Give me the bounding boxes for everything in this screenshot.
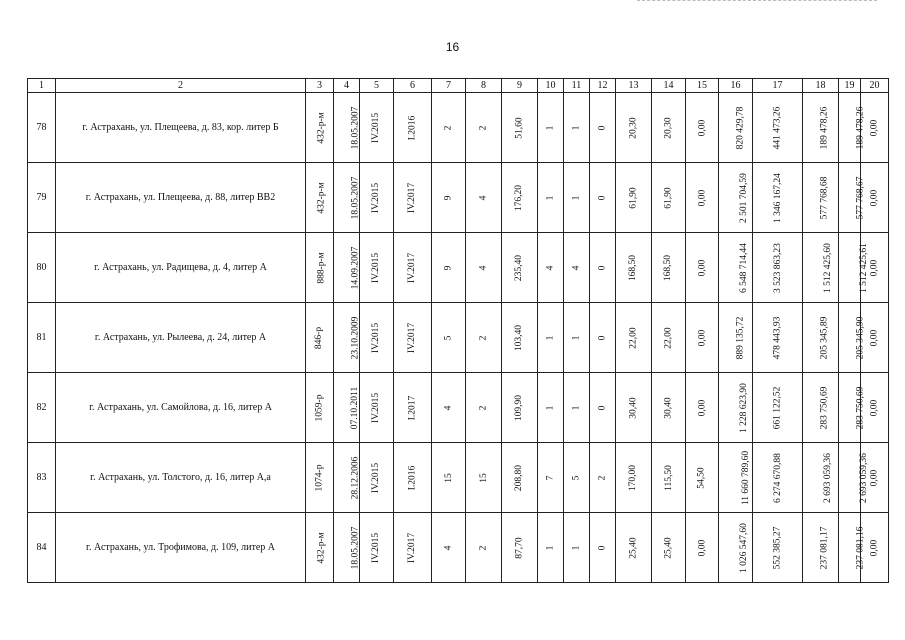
cell-text: IV.2015 <box>371 322 382 354</box>
cell-col-9 <box>502 373 538 443</box>
cell-col-11 <box>564 513 590 583</box>
cell-col-4 <box>334 373 360 443</box>
cell-text: 168,50 <box>628 254 639 282</box>
cell-text: 0,00 <box>869 399 880 417</box>
cell-text: 25,40 <box>663 537 674 559</box>
cell-col-3 <box>306 233 334 303</box>
column-header-11: 11 <box>564 79 590 93</box>
cell-col-19 <box>839 513 866 583</box>
cell-text: IV.2017 <box>407 532 418 564</box>
cell-col-16 <box>719 513 753 583</box>
cell-col-2: г. Астрахань, ул. Плещеева, д. 83, кор. литер Б <box>56 93 306 163</box>
cell-text: 205 345,90 <box>855 316 866 360</box>
cell-text: IV.2015 <box>371 182 382 214</box>
column-header-5: 5 <box>360 79 394 93</box>
cell-text: 87,70 <box>514 537 525 559</box>
column-header-15: 15 <box>686 79 719 93</box>
cell-text: 4 <box>478 195 489 201</box>
table-body <box>28 93 889 583</box>
cell-text: IV.2015 <box>371 532 382 564</box>
column-header-10: 10 <box>538 79 564 93</box>
cell-text: 2 501 704,59 <box>738 173 749 223</box>
table-row <box>28 373 889 443</box>
column-header-13: 13 <box>616 79 652 93</box>
cell-text: 115,50 <box>663 465 674 491</box>
cell-col-4 <box>334 93 360 163</box>
column-header-18: 18 <box>803 79 839 93</box>
cell-text: 0,00 <box>697 189 707 207</box>
cell-col-14 <box>652 443 686 513</box>
cell-text: 205 345,89 <box>819 316 830 360</box>
cell-text: 1 <box>571 405 582 411</box>
cell-col-6 <box>394 443 432 513</box>
cell-col-19 <box>839 233 869 303</box>
cell-text: 4 <box>478 265 489 271</box>
cell-col-7 <box>432 233 466 303</box>
cell-text: 2 <box>443 125 454 131</box>
cell-col-12 <box>590 303 616 373</box>
cell-text: 103,40 <box>514 324 525 352</box>
table-row <box>28 93 889 163</box>
cell-text: 0,00 <box>697 259 707 277</box>
cell-text: 432-р-м <box>316 182 327 214</box>
cell-text: 6 548 714,44 <box>738 243 749 293</box>
cell-col-19 <box>839 93 866 163</box>
cell-text: 30,40 <box>663 397 674 419</box>
cell-col-18 <box>803 373 839 443</box>
cell-text: 441 473,26 <box>772 106 783 150</box>
cell-text: IV.2015 <box>371 112 382 144</box>
cell-text: 4 <box>443 545 454 551</box>
cell-col-7 <box>432 373 466 443</box>
cell-col-15 <box>686 513 719 583</box>
cell-col-16 <box>719 373 753 443</box>
cell-col-4 <box>334 233 360 303</box>
cell-text: 1 <box>545 335 556 341</box>
cell-col-9 <box>502 443 538 513</box>
cell-text: 2 <box>478 125 489 131</box>
cell-col-13 <box>616 373 652 443</box>
cell-col-17 <box>753 443 803 513</box>
cell-col-17 <box>753 163 803 233</box>
cell-col-19 <box>839 443 869 513</box>
cell-col-19 <box>839 303 866 373</box>
cell-col-7 <box>432 303 466 373</box>
cell-text: I.2017 <box>407 395 418 421</box>
column-header-2: 2 <box>56 79 306 93</box>
cell-text: 30,40 <box>628 397 639 419</box>
scan-artifact-line <box>637 0 877 5</box>
cell-col-5 <box>360 93 394 163</box>
cell-col-13 <box>616 513 652 583</box>
cell-text: 0,00 <box>869 539 880 557</box>
cell-text: 54,50 <box>697 467 707 489</box>
cell-text: 820 429,78 <box>735 106 746 150</box>
cell-col-2: г. Астрахань, ул. Радищева, д. 4, литер А <box>56 233 306 303</box>
cell-text: 22,00 <box>663 327 674 349</box>
cell-text: 189 478,26 <box>819 106 830 150</box>
cell-col-8 <box>466 93 502 163</box>
cell-col-12 <box>590 163 616 233</box>
cell-text: 07.10.2011 <box>350 386 361 430</box>
cell-text: 109,90 <box>514 394 525 422</box>
page-number: 16 <box>445 40 460 54</box>
cell-col-16 <box>719 163 753 233</box>
cell-text: 189 478,26 <box>855 106 866 150</box>
cell-text: 0,00 <box>869 259 880 277</box>
cell-text: 0 <box>597 265 608 271</box>
cell-text: 0,00 <box>697 119 707 137</box>
cell-text: 9 <box>443 265 454 271</box>
cell-col-12 <box>590 513 616 583</box>
cell-text: IV.2015 <box>371 392 382 424</box>
cell-text: 577 768,68 <box>819 176 830 220</box>
cell-col-8 <box>466 443 502 513</box>
cell-col-16 <box>719 443 753 513</box>
cell-col-15 <box>686 373 719 443</box>
cell-col-8 <box>466 373 502 443</box>
cell-col-2: г. Астрахань, ул. Плещеева, д. 88, литер ВВ2 <box>56 163 306 233</box>
cell-col-1: 83 <box>28 443 56 513</box>
cell-text: 11 660 789,60 <box>741 450 752 506</box>
cell-text: 0,00 <box>697 329 707 347</box>
cell-text: 1 346 167,24 <box>772 173 783 223</box>
cell-text: 51,60 <box>514 117 525 139</box>
cell-col-17 <box>753 513 803 583</box>
cell-col-18 <box>803 513 839 583</box>
cell-text: 1 228 623,90 <box>738 383 749 433</box>
column-header-17: 17 <box>753 79 803 93</box>
cell-col-3 <box>306 163 334 233</box>
cell-text: 4 <box>443 405 454 411</box>
cell-col-6 <box>394 513 432 583</box>
cell-text: 577 768,67 <box>855 176 866 220</box>
cell-text: 28.12.2006 <box>350 456 361 500</box>
cell-text: 15 <box>443 473 454 483</box>
cell-col-18 <box>803 163 839 233</box>
cell-text: I.2016 <box>407 115 418 141</box>
cell-text: 0 <box>597 125 608 131</box>
cell-col-1: 80 <box>28 233 56 303</box>
cell-col-5 <box>360 443 394 513</box>
cell-col-12 <box>590 443 616 513</box>
cell-col-6 <box>394 373 432 443</box>
column-header-6: 6 <box>394 79 432 93</box>
cell-text: 0,00 <box>697 399 707 417</box>
cell-text: 0 <box>597 405 608 411</box>
cell-text: 5 <box>443 335 454 341</box>
cell-text: 176,20 <box>514 184 525 212</box>
cell-col-4 <box>334 163 360 233</box>
cell-text: 1074-р <box>314 464 325 492</box>
column-header-20: 20 <box>861 79 889 93</box>
cell-text: 478 443,93 <box>772 316 783 360</box>
column-header-7: 7 <box>432 79 466 93</box>
column-header-8: 8 <box>466 79 502 93</box>
cell-text: 0 <box>597 335 608 341</box>
cell-text: 1 <box>571 125 582 131</box>
cell-text: 888-р-м <box>316 252 327 284</box>
cell-col-13 <box>616 443 652 513</box>
cell-col-19 <box>839 163 866 233</box>
cell-col-14 <box>652 513 686 583</box>
cell-text: 2 693 059,36 <box>858 453 869 503</box>
cell-text: 0 <box>597 195 608 201</box>
cell-col-14 <box>652 303 686 373</box>
cell-col-6 <box>394 163 432 233</box>
cell-col-10 <box>538 93 564 163</box>
column-header-12: 12 <box>590 79 616 93</box>
cell-text: 23.10.2009 <box>350 316 361 360</box>
cell-text: 5 <box>571 475 582 481</box>
cell-col-5 <box>360 233 394 303</box>
cell-col-6 <box>394 303 432 373</box>
cell-text: IV.2015 <box>371 462 382 494</box>
cell-col-6 <box>394 233 432 303</box>
cell-text: 237 081,17 <box>819 526 830 570</box>
cell-col-2: г. Астрахань, ул. Самойлова, д. 16, литер А <box>56 373 306 443</box>
cell-col-10 <box>538 233 564 303</box>
cell-col-10 <box>538 373 564 443</box>
cell-text: 4 <box>545 265 556 271</box>
cell-col-17 <box>753 373 803 443</box>
cell-text: 552 385,27 <box>772 526 783 570</box>
cell-col-1: 84 <box>28 513 56 583</box>
column-header-9: 9 <box>502 79 538 93</box>
cell-col-1: 78 <box>28 93 56 163</box>
cell-col-11 <box>564 443 590 513</box>
table-row <box>28 233 889 303</box>
cell-col-11 <box>564 373 590 443</box>
cell-text: 22,00 <box>628 327 639 349</box>
cell-col-17 <box>753 93 803 163</box>
cell-text: 0,00 <box>869 469 880 487</box>
cell-text: 18.05.2007 <box>350 176 361 220</box>
cell-text: 25,40 <box>628 537 639 559</box>
cell-col-12 <box>590 233 616 303</box>
cell-col-7 <box>432 163 466 233</box>
cell-col-7 <box>432 93 466 163</box>
cell-col-5 <box>360 373 394 443</box>
cell-text: 283 750,69 <box>819 386 830 430</box>
cell-text: IV.2015 <box>371 252 382 284</box>
cell-col-3 <box>306 443 334 513</box>
cell-text: 7 <box>545 475 556 481</box>
cell-col-8 <box>466 233 502 303</box>
cell-text: IV.2017 <box>407 322 418 354</box>
table-row <box>28 443 889 513</box>
cell-text: 1 <box>545 405 556 411</box>
cell-col-18 <box>803 93 839 163</box>
cell-text: 3 523 863,23 <box>772 243 783 293</box>
cell-col-7 <box>432 443 466 513</box>
cell-col-19 <box>839 373 866 443</box>
cell-text: IV.2017 <box>407 252 418 284</box>
cell-text: 0,00 <box>869 189 880 207</box>
table-row <box>28 163 889 233</box>
cell-text: 61,90 <box>628 187 639 209</box>
cell-col-3 <box>306 513 334 583</box>
cell-col-18 <box>803 443 839 513</box>
cell-text: 2 <box>478 405 489 411</box>
cell-col-10 <box>538 513 564 583</box>
cell-text: 18.05.2007 <box>350 106 361 150</box>
cell-col-5 <box>360 513 394 583</box>
cell-col-13 <box>616 233 652 303</box>
cell-col-13 <box>616 93 652 163</box>
cell-text: 15 <box>478 473 489 483</box>
cell-text: 432-р-м <box>316 532 327 564</box>
cell-text: 846-р <box>314 326 325 350</box>
cell-col-10 <box>538 163 564 233</box>
cell-text: 1 512 425,61 <box>858 243 869 293</box>
cell-col-15 <box>686 163 719 233</box>
column-header-1: 1 <box>28 79 56 93</box>
cell-col-17 <box>753 233 803 303</box>
cell-col-3 <box>306 93 334 163</box>
cell-col-12 <box>590 93 616 163</box>
cell-text: 1 <box>571 195 582 201</box>
cell-col-12 <box>590 373 616 443</box>
cell-col-16 <box>719 303 753 373</box>
cell-col-13 <box>616 163 652 233</box>
cell-col-11 <box>564 233 590 303</box>
registry-table <box>27 78 889 583</box>
cell-col-14 <box>652 163 686 233</box>
cell-text: 283 750,69 <box>855 386 866 430</box>
cell-text: 1 512 425,60 <box>822 243 833 293</box>
cell-col-14 <box>652 233 686 303</box>
cell-col-1: 79 <box>28 163 56 233</box>
cell-text: 2 693 059,36 <box>822 453 833 503</box>
cell-col-15 <box>686 233 719 303</box>
cell-col-6 <box>394 93 432 163</box>
cell-col-18 <box>803 233 839 303</box>
cell-text: 432-р-м <box>316 112 327 144</box>
cell-text: 18.05.2007 <box>350 526 361 570</box>
cell-col-14 <box>652 93 686 163</box>
cell-text: 2 <box>597 475 608 481</box>
cell-text: 1 026 547,60 <box>738 523 749 573</box>
cell-col-1: 81 <box>28 303 56 373</box>
table-row <box>28 303 889 373</box>
cell-text: 237 081,16 <box>855 526 866 570</box>
cell-col-11 <box>564 303 590 373</box>
cell-text: 9 <box>443 195 454 201</box>
cell-col-17 <box>753 303 803 373</box>
cell-col-3 <box>306 373 334 443</box>
cell-text: 889 135,72 <box>735 316 746 360</box>
cell-col-2: г. Астрахань, ул. Рылеева, д. 24, литер А <box>56 303 306 373</box>
cell-text: 170,00 <box>628 464 639 492</box>
cell-col-9 <box>502 93 538 163</box>
cell-col-2: г. Астрахань, ул. Трофимова, д. 109, литер А <box>56 513 306 583</box>
cell-text: IV.2017 <box>407 182 418 214</box>
cell-col-4 <box>334 513 360 583</box>
cell-col-13 <box>616 303 652 373</box>
cell-text: 0,00 <box>869 329 880 347</box>
column-header-14: 14 <box>652 79 686 93</box>
cell-col-8 <box>466 163 502 233</box>
cell-text: 168,50 <box>663 254 674 282</box>
cell-text: 20,30 <box>663 117 674 139</box>
cell-text: 0,00 <box>697 539 707 557</box>
cell-text: 1 <box>545 195 556 201</box>
cell-col-9 <box>502 513 538 583</box>
cell-col-16 <box>719 93 753 163</box>
column-header-4: 4 <box>334 79 360 93</box>
cell-text: 661 122,52 <box>772 386 783 430</box>
cell-col-10 <box>538 443 564 513</box>
cell-text: 6 274 670,88 <box>772 453 783 503</box>
cell-col-15 <box>686 93 719 163</box>
cell-text: 1 <box>545 125 556 131</box>
cell-text: 61,90 <box>663 187 674 209</box>
cell-col-7 <box>432 513 466 583</box>
cell-text: 2 <box>478 545 489 551</box>
cell-text: 1 <box>571 335 582 341</box>
cell-text: 0,00 <box>869 119 880 137</box>
cell-col-10 <box>538 303 564 373</box>
cell-text: 14.09.2007 <box>350 246 361 290</box>
cell-col-5 <box>360 163 394 233</box>
cell-text: 235,40 <box>514 254 525 282</box>
cell-col-16 <box>719 233 753 303</box>
column-header-16: 16 <box>719 79 753 93</box>
cell-col-9 <box>502 233 538 303</box>
cell-col-18 <box>803 303 839 373</box>
header-row <box>28 79 889 93</box>
cell-col-11 <box>564 163 590 233</box>
cell-col-8 <box>466 303 502 373</box>
cell-col-5 <box>360 303 394 373</box>
column-header-3: 3 <box>306 79 334 93</box>
cell-text: 4 <box>571 265 582 271</box>
cell-text: 1059-р <box>314 394 325 422</box>
cell-col-9 <box>502 163 538 233</box>
cell-text: 208,80 <box>514 464 525 492</box>
cell-text: 1 <box>545 545 556 551</box>
cell-text: 2 <box>478 335 489 341</box>
cell-col-1: 82 <box>28 373 56 443</box>
cell-col-8 <box>466 513 502 583</box>
cell-text: 20,30 <box>628 117 639 139</box>
cell-col-4 <box>334 443 360 513</box>
cell-col-2: г. Астрахань, ул. Толстого, д. 16, литер А,а <box>56 443 306 513</box>
cell-text: I.2016 <box>407 465 418 491</box>
cell-col-15 <box>686 443 719 513</box>
cell-text: 0 <box>597 545 608 551</box>
cell-col-9 <box>502 303 538 373</box>
cell-col-14 <box>652 373 686 443</box>
table-row <box>28 513 889 583</box>
column-header-19: 19 <box>839 79 861 93</box>
cell-col-15 <box>686 303 719 373</box>
cell-text: 1 <box>571 545 582 551</box>
cell-col-3 <box>306 303 334 373</box>
cell-col-4 <box>334 303 360 373</box>
cell-col-11 <box>564 93 590 163</box>
